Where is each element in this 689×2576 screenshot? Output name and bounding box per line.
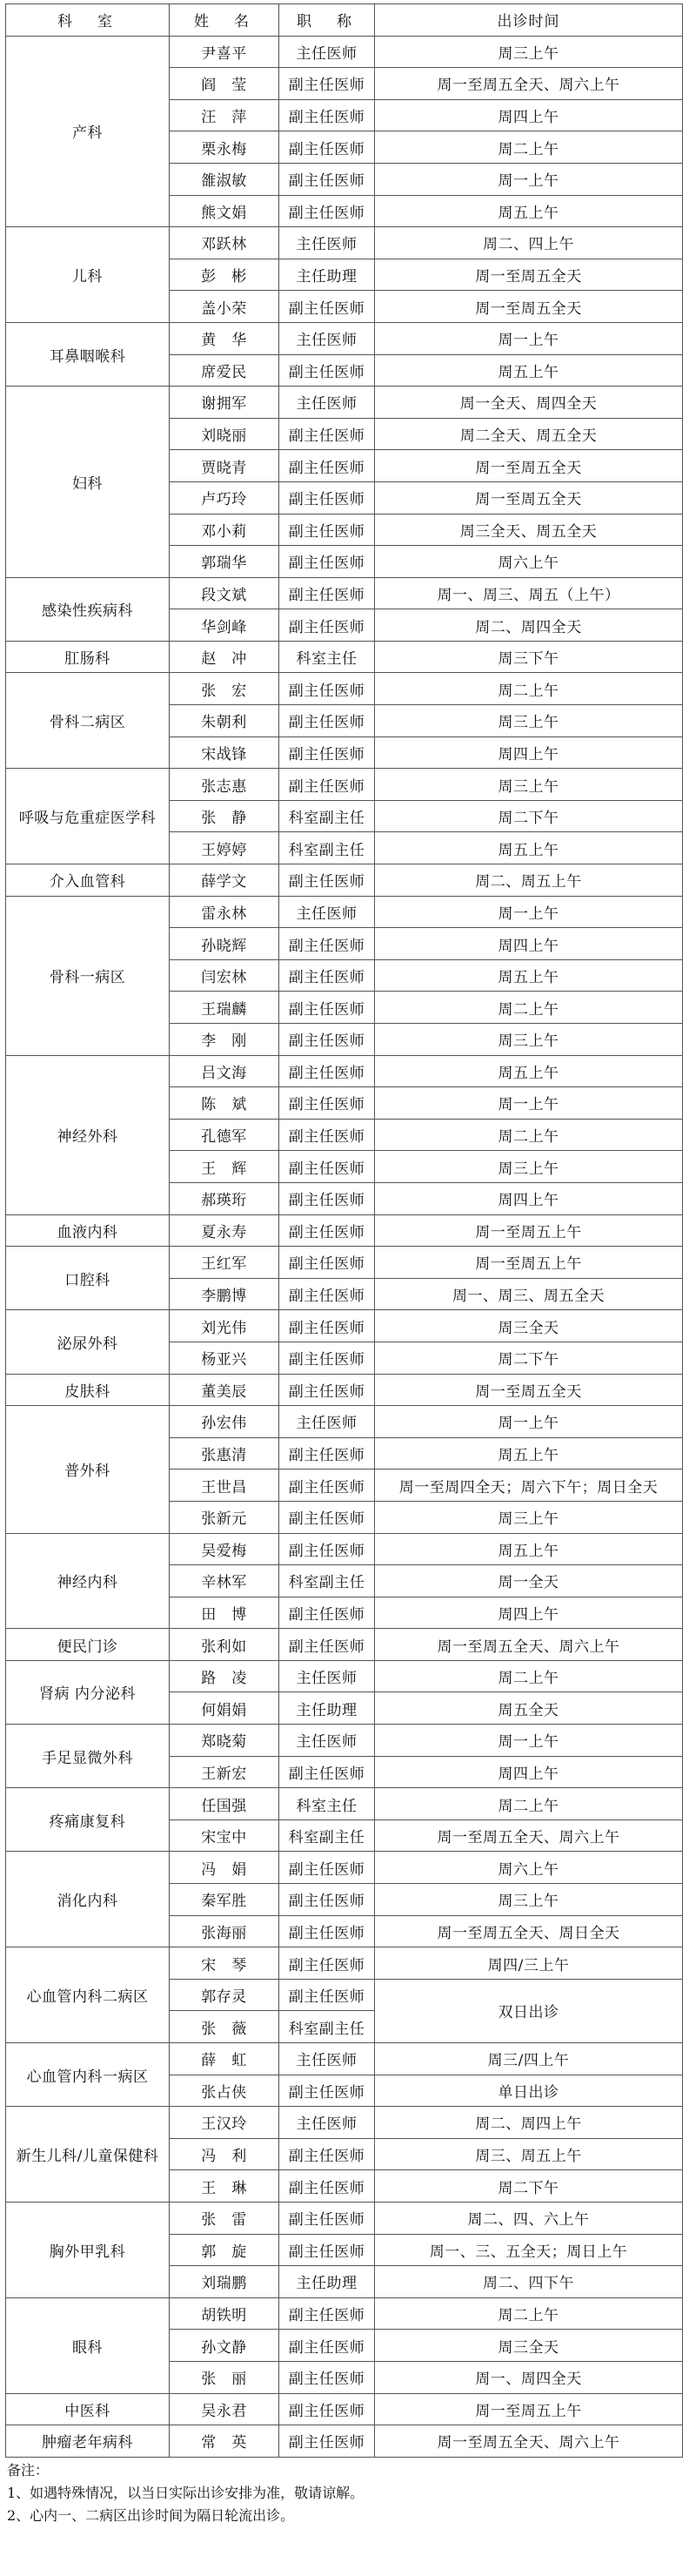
table-row xyxy=(6,1725,683,1757)
table-row xyxy=(6,769,683,801)
doctor-name-cell: 吴爱梅 xyxy=(170,1533,279,1565)
doctor-title-cell: 科室副主任 xyxy=(279,1819,375,1852)
doctor-name-cell: 宋宝中 xyxy=(170,1819,279,1852)
doctor-name-cell: 宋 琴 xyxy=(170,1947,279,1980)
schedule-time-cell: 周二、四、六上午 xyxy=(375,2202,683,2234)
schedule-time-cell: 周四上午 xyxy=(375,1756,683,1788)
doctor-title-cell: 主任医师 xyxy=(279,1725,375,1757)
schedule-time-cell: 周一上午 xyxy=(375,322,683,354)
doctor-name-cell: 刘瑞鹏 xyxy=(170,2266,279,2298)
department-cell: 手足显微外科 xyxy=(6,1725,170,1788)
department-cell: 呼吸与危重症医学科 xyxy=(6,769,170,864)
doctor-name-cell: 郭 旋 xyxy=(170,2234,279,2266)
doctor-name-cell: 雒淑敏 xyxy=(170,163,279,195)
doctor-title-cell: 副主任医师 xyxy=(279,1087,375,1120)
doctor-title-cell: 副主任医师 xyxy=(279,514,375,546)
doctor-name-cell: 邓跃林 xyxy=(170,227,279,259)
doctor-name-cell: 栗永梅 xyxy=(170,131,279,164)
doctor-name-cell: 陈 斌 xyxy=(170,1087,279,1120)
schedule-time-cell: 周一至周五全天、周六上午 xyxy=(375,2425,683,2458)
doctor-name-cell: 王世昌 xyxy=(170,1470,279,1502)
doctor-title-cell: 副主任医师 xyxy=(279,705,375,737)
schedule-time-cell: 周二上午 xyxy=(375,131,683,164)
doctor-name-cell: 雷永林 xyxy=(170,896,279,928)
department-cell: 骨科一病区 xyxy=(6,896,170,1055)
schedule-time-cell: 周一上午 xyxy=(375,896,683,928)
schedule-time-cell: 周一全天、周四全天 xyxy=(375,387,683,419)
doctor-title-cell: 副主任医师 xyxy=(279,354,375,387)
schedule-time-cell: 周一至周四全天；周六下午；周日全天 xyxy=(375,1470,683,1502)
schedule-time-cell: 周一至周五全天 xyxy=(375,1374,683,1406)
doctor-title-cell: 副主任医师 xyxy=(279,1852,375,1884)
doctor-name-cell: 张海丽 xyxy=(170,1915,279,1947)
doctor-title-cell: 副主任医师 xyxy=(279,450,375,482)
department-cell: 新生儿科/儿童保健科 xyxy=(6,2107,170,2203)
doctor-title-cell: 副主任医师 xyxy=(279,195,375,227)
doctor-name-cell: 孙宏伟 xyxy=(170,1406,279,1438)
schedule-time-cell: 周二下午 xyxy=(375,800,683,832)
doctor-name-cell: 刘晓丽 xyxy=(170,418,279,450)
table-row xyxy=(6,641,683,673)
table-row xyxy=(6,1247,683,1279)
schedule-time-cell: 周二下午 xyxy=(375,1342,683,1374)
table-row xyxy=(6,1214,683,1247)
schedule-time-cell: 周一、周三、周五全天 xyxy=(375,1278,683,1310)
schedule-page xyxy=(5,3,682,2527)
doctor-name-cell: 阎 莹 xyxy=(170,68,279,100)
table-row xyxy=(6,1374,683,1406)
doctor-title-cell: 副主任医师 xyxy=(279,2202,375,2234)
schedule-time-cell: 周三下午 xyxy=(375,641,683,673)
schedule-time-cell: 周三上午 xyxy=(375,705,683,737)
doctor-title-cell: 主任助理 xyxy=(279,259,375,291)
schedule-time-cell: 单日出诊 xyxy=(375,2075,683,2107)
doctor-name-cell: 宋战锋 xyxy=(170,736,279,769)
department-cell: 介入血管科 xyxy=(6,864,170,897)
doctor-name-cell: 吴永君 xyxy=(170,2393,279,2425)
note-line: 1、如遇特殊情况，以当日实际出诊安排为准，敬请谅解。 xyxy=(7,2484,365,2501)
table-row xyxy=(6,322,683,354)
schedule-time-cell: 周一、周三、周五（上午） xyxy=(375,577,683,609)
doctor-name-cell: 田 博 xyxy=(170,1597,279,1629)
doctor-title-cell: 副主任医师 xyxy=(279,1947,375,1980)
doctor-name-cell: 汪 萍 xyxy=(170,99,279,131)
doctor-name-cell: 张 雷 xyxy=(170,2202,279,2234)
table-row xyxy=(6,2202,683,2234)
schedule-time-cell: 周一上午 xyxy=(375,1725,683,1757)
department-cell: 眼科 xyxy=(6,2297,170,2393)
doctor-title-cell: 副主任医师 xyxy=(279,1884,375,1916)
table-row xyxy=(6,1533,683,1565)
schedule-time-cell: 周一上午 xyxy=(375,1087,683,1120)
table-row xyxy=(6,1660,683,1692)
doctor-name-cell: 秦军胜 xyxy=(170,1884,279,1916)
doctor-name-cell: 李鹏博 xyxy=(170,1278,279,1310)
table-row xyxy=(6,1852,683,1884)
schedule-time-cell: 周一、三、五全天；周日上午 xyxy=(375,2234,683,2266)
doctor-title-cell: 主任医师 xyxy=(279,387,375,419)
doctor-title-cell: 副主任医师 xyxy=(279,864,375,897)
schedule-time-cell: 周一上午 xyxy=(375,163,683,195)
doctor-name-cell: 郝瑛珩 xyxy=(170,1182,279,1214)
schedule-time-cell: 周四/三上午 xyxy=(375,1947,683,1980)
doctor-title-cell: 科室副主任 xyxy=(279,800,375,832)
doctor-title-cell: 副主任医师 xyxy=(279,2234,375,2266)
doctor-title-cell: 科室副主任 xyxy=(279,2011,375,2043)
table-row xyxy=(6,1629,683,1661)
schedule-time-cell: 周五上午 xyxy=(375,832,683,864)
doctor-title-cell: 副主任医师 xyxy=(279,992,375,1024)
table-row xyxy=(6,577,683,609)
department-cell: 肿瘤老年病科 xyxy=(6,2425,170,2458)
doctor-name-cell: 冯 利 xyxy=(170,2138,279,2170)
doctor-title-cell: 科室副主任 xyxy=(279,832,375,864)
table-body xyxy=(6,36,683,2457)
table-row xyxy=(6,2425,683,2458)
schedule-time-cell: 周四上午 xyxy=(375,1182,683,1214)
doctor-title-cell: 副主任医师 xyxy=(279,1119,375,1151)
schedule-time-cell: 周二、周四全天 xyxy=(375,609,683,642)
table-row xyxy=(6,1055,683,1087)
doctor-name-cell: 杨亚兴 xyxy=(170,1342,279,1374)
header-time: 出诊时间 xyxy=(375,4,683,37)
doctor-name-cell: 冯 娟 xyxy=(170,1852,279,1884)
schedule-time-cell: 周五上午 xyxy=(375,959,683,992)
doctor-title-cell: 主任医师 xyxy=(279,1660,375,1692)
schedule-time-cell: 周三上午 xyxy=(375,769,683,801)
doctor-title-cell: 副主任医师 xyxy=(279,546,375,578)
department-cell: 消化内科 xyxy=(6,1852,170,1947)
doctor-title-cell: 主任医师 xyxy=(279,36,375,68)
doctor-name-cell: 董美辰 xyxy=(170,1374,279,1406)
department-cell: 骨科二病区 xyxy=(6,673,170,769)
notes xyxy=(5,2459,682,2527)
schedule-time-cell: 周四上午 xyxy=(375,99,683,131)
doctor-name-cell: 段文斌 xyxy=(170,577,279,609)
doctor-name-cell: 刘光伟 xyxy=(170,1310,279,1342)
schedule-time-cell: 周一至周五上午 xyxy=(375,1214,683,1247)
doctor-title-cell: 主任助理 xyxy=(279,2266,375,2298)
doctor-title-cell: 副主任医师 xyxy=(279,928,375,960)
table-row xyxy=(6,673,683,705)
doctor-title-cell: 副主任医师 xyxy=(279,1756,375,1788)
doctor-name-cell: 郑晓菊 xyxy=(170,1725,279,1757)
doctor-title-cell: 副主任医师 xyxy=(279,2075,375,2107)
doctor-title-cell: 副主任医师 xyxy=(279,481,375,514)
doctor-name-cell: 王婷婷 xyxy=(170,832,279,864)
department-cell: 肛肠科 xyxy=(6,641,170,673)
doctor-title-cell: 副主任医师 xyxy=(279,2393,375,2425)
schedule-time-cell: 周四上午 xyxy=(375,928,683,960)
doctor-title-cell: 主任医师 xyxy=(279,2043,375,2075)
schedule-time-cell: 周一全天 xyxy=(375,1565,683,1597)
table-row xyxy=(6,227,683,259)
doctor-name-cell: 路 凌 xyxy=(170,1660,279,1692)
department-cell: 泌尿外科 xyxy=(6,1310,170,1374)
department-cell: 血液内科 xyxy=(6,1214,170,1247)
doctor-name-cell: 华剑峰 xyxy=(170,609,279,642)
doctor-title-cell: 副主任医师 xyxy=(279,1024,375,1056)
doctor-title-cell: 副主任医师 xyxy=(279,1214,375,1247)
doctor-name-cell: 邓小莉 xyxy=(170,514,279,546)
doctor-name-cell: 薛学文 xyxy=(170,864,279,897)
schedule-time-cell: 周二上午 xyxy=(375,2297,683,2330)
doctor-name-cell: 王红军 xyxy=(170,1247,279,1279)
doctor-title-cell: 副主任医师 xyxy=(279,1342,375,1374)
department-cell: 便民门诊 xyxy=(6,1629,170,1661)
table-header-row xyxy=(6,4,683,37)
schedule-time-cell: 周三上午 xyxy=(375,1884,683,1916)
doctor-title-cell: 副主任医师 xyxy=(279,131,375,164)
doctor-title-cell: 主任医师 xyxy=(279,227,375,259)
department-cell: 神经外科 xyxy=(6,1055,170,1214)
department-cell: 心血管内科一病区 xyxy=(6,2043,170,2107)
doctor-name-cell: 尹喜平 xyxy=(170,36,279,68)
table-row xyxy=(6,1310,683,1342)
schedule-time-cell: 周六上午 xyxy=(375,546,683,578)
schedule-time-cell: 周二、周四上午 xyxy=(375,2107,683,2139)
doctor-title-cell: 副主任医师 xyxy=(279,609,375,642)
schedule-time-cell: 周四上午 xyxy=(375,1597,683,1629)
schedule-time-cell: 周一至周五全天、周日全天 xyxy=(375,1915,683,1947)
department-cell: 中医科 xyxy=(6,2393,170,2425)
doctor-title-cell: 主任医师 xyxy=(279,1406,375,1438)
schedule-time-cell: 周二、周五上午 xyxy=(375,864,683,897)
header-title: 职 称 xyxy=(279,4,375,37)
doctor-name-cell: 张 丽 xyxy=(170,2361,279,2393)
schedule-time-cell: 周一、周四全天 xyxy=(375,2361,683,2393)
doctor-name-cell: 夏永寿 xyxy=(170,1214,279,1247)
doctor-title-cell: 副主任医师 xyxy=(279,959,375,992)
table-row xyxy=(6,1947,683,1980)
doctor-name-cell: 王汉玲 xyxy=(170,2107,279,2139)
doctor-title-cell: 副主任医师 xyxy=(279,418,375,450)
table-row xyxy=(6,1406,683,1438)
schedule-time-cell: 周一至周五全天 xyxy=(375,259,683,291)
schedule-time-cell: 周五全天 xyxy=(375,1692,683,1725)
doctor-name-cell: 卢巧玲 xyxy=(170,481,279,514)
header-name: 姓 名 xyxy=(170,4,279,37)
doctor-title-cell: 副主任医师 xyxy=(279,577,375,609)
table-row xyxy=(6,1788,683,1820)
schedule-time-cell: 周二上午 xyxy=(375,992,683,1024)
doctor-title-cell: 副主任医师 xyxy=(279,1979,375,2011)
table-row xyxy=(6,864,683,897)
schedule-time-merged-cell: 双日出诊 xyxy=(375,1979,683,2042)
doctor-title-cell: 科室主任 xyxy=(279,641,375,673)
doctor-title-cell: 副主任医师 xyxy=(279,1055,375,1087)
doctor-title-cell: 副主任医师 xyxy=(279,1597,375,1629)
schedule-time-cell: 周一至周五全天、周六上午 xyxy=(375,68,683,100)
doctor-name-cell: 任国强 xyxy=(170,1788,279,1820)
schedule-time-cell: 周一至周五上午 xyxy=(375,2393,683,2425)
doctor-name-cell: 熊文娟 xyxy=(170,195,279,227)
doctor-title-cell: 副主任医师 xyxy=(279,1278,375,1310)
schedule-time-cell: 周三全天 xyxy=(375,2330,683,2362)
doctor-title-cell: 副主任医师 xyxy=(279,291,375,323)
schedule-time-cell: 周一至周五全天 xyxy=(375,450,683,482)
doctor-title-cell: 副主任医师 xyxy=(279,673,375,705)
doctor-name-cell: 谢拥军 xyxy=(170,387,279,419)
doctor-title-cell: 副主任医师 xyxy=(279,1501,375,1533)
notes-title: 备注： xyxy=(7,2461,50,2478)
department-cell: 产科 xyxy=(6,36,170,227)
doctor-title-cell: 主任助理 xyxy=(279,1692,375,1725)
doctor-title-cell: 副主任医师 xyxy=(279,1470,375,1502)
doctor-name-cell: 辛林军 xyxy=(170,1565,279,1597)
note-line: 2、心内一、二病区出诊时间为隔日轮流出诊。 xyxy=(7,2506,295,2524)
table-row xyxy=(6,2297,683,2330)
schedule-time-cell: 周一上午 xyxy=(375,1406,683,1438)
table-row xyxy=(6,2107,683,2139)
doctor-name-cell: 孙文静 xyxy=(170,2330,279,2362)
schedule-time-cell: 周一至周五全天、周六上午 xyxy=(375,1819,683,1852)
department-cell: 心血管内科二病区 xyxy=(6,1947,170,2043)
doctor-name-cell: 李 刚 xyxy=(170,1024,279,1056)
schedule-time-cell: 周二上午 xyxy=(375,1788,683,1820)
doctor-name-cell: 彭 彬 xyxy=(170,259,279,291)
doctor-name-cell: 张 宏 xyxy=(170,673,279,705)
doctor-title-cell: 副主任医师 xyxy=(279,2170,375,2203)
department-cell: 肾病 内分泌科 xyxy=(6,1660,170,1724)
schedule-time-cell: 周五上午 xyxy=(375,354,683,387)
doctor-name-cell: 常 英 xyxy=(170,2425,279,2458)
doctor-title-cell: 副主任医师 xyxy=(279,99,375,131)
table-row xyxy=(6,387,683,419)
schedule-time-cell: 周一至周五全天 xyxy=(375,481,683,514)
doctor-title-cell: 副主任医师 xyxy=(279,2330,375,2362)
doctor-title-cell: 副主任医师 xyxy=(279,2297,375,2330)
schedule-time-cell: 周三全天 xyxy=(375,1310,683,1342)
doctor-name-cell: 贾晓青 xyxy=(170,450,279,482)
doctor-name-cell: 王 琳 xyxy=(170,2170,279,2203)
doctor-name-cell: 孙晓辉 xyxy=(170,928,279,960)
doctor-title-cell: 副主任医师 xyxy=(279,1151,375,1183)
table-row xyxy=(6,36,683,68)
doctor-name-cell: 朱朝利 xyxy=(170,705,279,737)
doctor-title-cell: 副主任医师 xyxy=(279,1629,375,1661)
doctor-title-cell: 副主任医师 xyxy=(279,163,375,195)
doctor-name-cell: 盖小荣 xyxy=(170,291,279,323)
department-cell: 胸外甲乳科 xyxy=(6,2202,170,2297)
doctor-name-cell: 闫宏林 xyxy=(170,959,279,992)
doctor-name-cell: 王瑞麟 xyxy=(170,992,279,1024)
schedule-time-cell: 周二、四上午 xyxy=(375,227,683,259)
schedule-time-cell: 周一至周五全天、周六上午 xyxy=(375,1629,683,1661)
schedule-time-cell: 周二下午 xyxy=(375,2170,683,2203)
department-cell: 儿科 xyxy=(6,227,170,323)
schedule-time-cell: 周四上午 xyxy=(375,736,683,769)
doctor-title-cell: 主任医师 xyxy=(279,322,375,354)
doctor-name-cell: 孔德军 xyxy=(170,1119,279,1151)
doctor-title-cell: 副主任医师 xyxy=(279,2138,375,2170)
table-row xyxy=(6,2393,683,2425)
doctor-title-cell: 副主任医师 xyxy=(279,1915,375,1947)
department-cell: 普外科 xyxy=(6,1406,170,1533)
department-cell: 妇科 xyxy=(6,387,170,578)
schedule-time-cell: 周三/四上午 xyxy=(375,2043,683,2075)
doctor-title-cell: 副主任医师 xyxy=(279,1374,375,1406)
department-cell: 神经内科 xyxy=(6,1533,170,1629)
doctor-name-cell: 张利如 xyxy=(170,1629,279,1661)
schedule-time-cell: 周六上午 xyxy=(375,1852,683,1884)
schedule-time-cell: 周五上午 xyxy=(375,195,683,227)
doctor-title-cell: 主任医师 xyxy=(279,896,375,928)
doctor-name-cell: 王 辉 xyxy=(170,1151,279,1183)
doctor-name-cell: 郭瑞华 xyxy=(170,546,279,578)
table-row xyxy=(6,2043,683,2075)
doctor-title-cell: 副主任医师 xyxy=(279,68,375,100)
schedule-time-cell: 周三上午 xyxy=(375,1151,683,1183)
doctor-title-cell: 副主任医师 xyxy=(279,769,375,801)
doctor-title-cell: 副主任医师 xyxy=(279,1247,375,1279)
schedule-time-cell: 周二上午 xyxy=(375,673,683,705)
doctor-name-cell: 郭存灵 xyxy=(170,1979,279,2011)
doctor-name-cell: 张占侠 xyxy=(170,2075,279,2107)
schedule-time-cell: 周二全天、周五全天 xyxy=(375,418,683,450)
department-cell: 疼痛康复科 xyxy=(6,1788,170,1852)
doctor-name-cell: 席爱民 xyxy=(170,354,279,387)
department-cell: 耳鼻咽喉科 xyxy=(6,322,170,386)
doctor-title-cell: 副主任医师 xyxy=(279,736,375,769)
schedule-time-cell: 周三上午 xyxy=(375,36,683,68)
table-row xyxy=(6,896,683,928)
schedule-time-cell: 周三上午 xyxy=(375,1024,683,1056)
doctor-title-cell: 副主任医师 xyxy=(279,1182,375,1214)
schedule-time-cell: 周二、四下午 xyxy=(375,2266,683,2298)
schedule-time-cell: 周三上午 xyxy=(375,1501,683,1533)
doctor-name-cell: 何娟娟 xyxy=(170,1692,279,1725)
doctor-name-cell: 张 静 xyxy=(170,800,279,832)
schedule-time-cell: 周二上午 xyxy=(375,1119,683,1151)
doctor-title-cell: 副主任医师 xyxy=(279,1437,375,1470)
doctor-title-cell: 科室主任 xyxy=(279,1788,375,1820)
doctor-name-cell: 吕文海 xyxy=(170,1055,279,1087)
schedule-time-cell: 周三、周五上午 xyxy=(375,2138,683,2170)
doctor-name-cell: 赵 冲 xyxy=(170,641,279,673)
schedule-time-cell: 周五上午 xyxy=(375,1437,683,1470)
doctor-name-cell: 张惠清 xyxy=(170,1437,279,1470)
schedule-table xyxy=(5,3,683,2458)
schedule-time-cell: 周一至周五上午 xyxy=(375,1247,683,1279)
schedule-time-cell: 周二上午 xyxy=(375,1660,683,1692)
doctor-name-cell: 胡铁明 xyxy=(170,2297,279,2330)
header-department: 科 室 xyxy=(6,4,170,37)
schedule-time-cell: 周五上午 xyxy=(375,1055,683,1087)
schedule-time-cell: 周三全天、周五全天 xyxy=(375,514,683,546)
doctor-title-cell: 副主任医师 xyxy=(279,1533,375,1565)
doctor-title-cell: 主任医师 xyxy=(279,2107,375,2139)
doctor-title-cell: 科室副主任 xyxy=(279,1565,375,1597)
doctor-title-cell: 副主任医师 xyxy=(279,2361,375,2393)
doctor-name-cell: 张新元 xyxy=(170,1501,279,1533)
schedule-time-cell: 周一至周五全天 xyxy=(375,291,683,323)
doctor-name-cell: 王新宏 xyxy=(170,1756,279,1788)
department-cell: 感染性疾病科 xyxy=(6,577,170,641)
doctor-name-cell: 薛 虹 xyxy=(170,2043,279,2075)
department-cell: 口腔科 xyxy=(6,1247,170,1310)
doctor-name-cell: 张志惠 xyxy=(170,769,279,801)
doctor-title-cell: 副主任医师 xyxy=(279,1310,375,1342)
doctor-title-cell: 副主任医师 xyxy=(279,2425,375,2458)
doctor-name-cell: 张 薇 xyxy=(170,2011,279,2043)
doctor-name-cell: 黄 华 xyxy=(170,322,279,354)
schedule-time-cell: 周五上午 xyxy=(375,1533,683,1565)
department-cell: 皮肤科 xyxy=(6,1374,170,1406)
